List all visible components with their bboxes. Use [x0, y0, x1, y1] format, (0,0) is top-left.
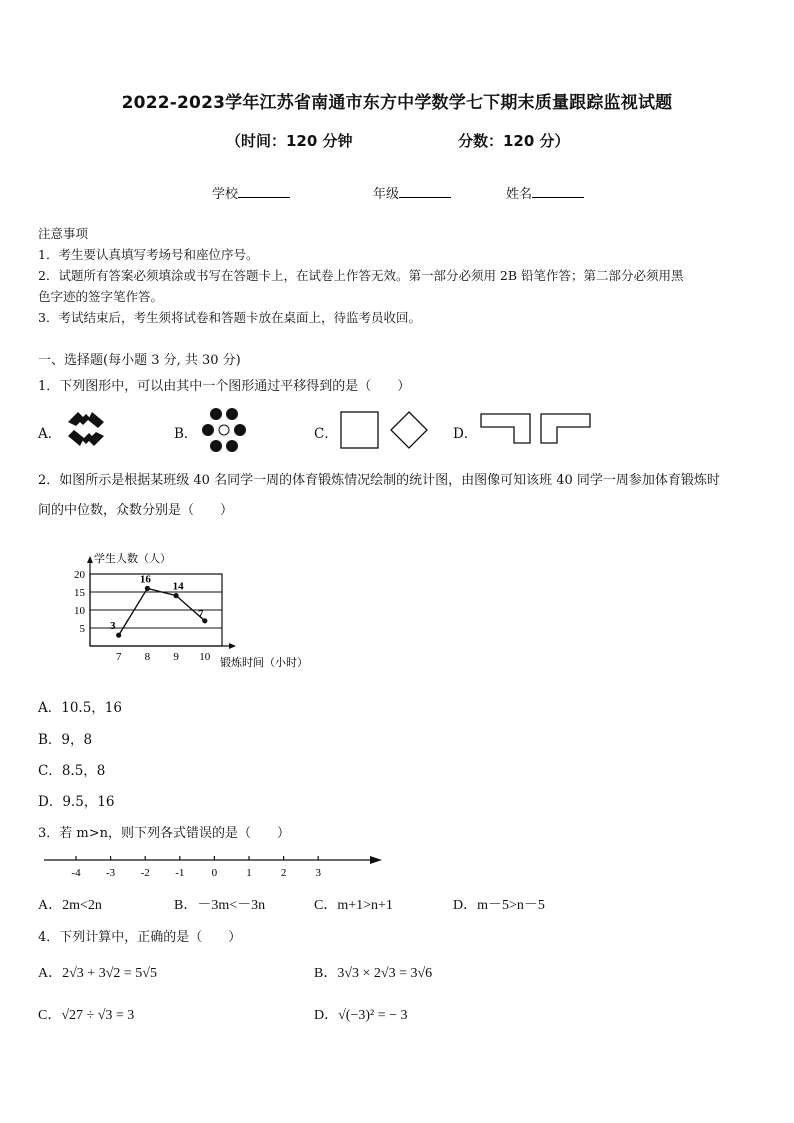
grade-blank[interactable]: [399, 185, 451, 198]
chart-x-tick-label: 9: [173, 651, 179, 663]
chart-x-ticks: [116, 651, 211, 663]
name-label: 姓名: [506, 187, 533, 202]
number-line-label: 2: [280, 867, 287, 879]
chart-point-label: 3: [109, 620, 116, 633]
q4-option-d[interactable]: D．√(−3)² = − 3: [314, 1008, 408, 1023]
exercise-line-chart: [62, 548, 332, 674]
pinwheel-figure-icon: [64, 408, 108, 450]
exam-title: 2022-2023学年江苏省南通市东方中学数学七下期末质量跟踪监视试题: [121, 93, 673, 113]
number-line-label: 0: [211, 867, 218, 879]
chart-point-label: 14: [172, 580, 184, 593]
hexagon-dots-figure-icon: [200, 407, 248, 453]
q1-option-d-label[interactable]: D．: [453, 426, 478, 442]
q4-option-b[interactable]: B．3√3 × 2√3 = 3√6: [314, 966, 433, 981]
question-4-stem: 4．下列计算中，正确的是（ ）: [38, 930, 242, 945]
q1-option-c-label[interactable]: C．: [314, 426, 338, 442]
chart-y-arrow-icon: [87, 556, 93, 563]
number-line-label: -3: [106, 867, 116, 879]
q1-option-b-label[interactable]: B．: [174, 426, 198, 442]
chart-point-label: 7: [198, 607, 204, 620]
school-blank[interactable]: [238, 185, 290, 198]
q2-option-d[interactable]: D．9.5，16: [38, 794, 115, 810]
grade-field: [373, 183, 451, 202]
number-line: [40, 850, 390, 882]
chart-grid: [87, 556, 236, 649]
chart-x-axis-label: 锻炼时间（小时）: [220, 657, 308, 669]
arrow-right-icon: [370, 856, 382, 864]
l-shapes-figure-icon: [478, 410, 594, 446]
q3-option-c[interactable]: C．m+1>n+1: [314, 898, 393, 913]
number-line-label: -4: [71, 867, 81, 879]
number-line-label: -2: [140, 867, 150, 879]
name-blank[interactable]: [532, 185, 584, 198]
chart-y-tick-label: 15: [74, 587, 85, 599]
grade-label: 年级: [373, 187, 400, 202]
question-3-stem: 3．若 m>n，则下列各式错误的是（ ）: [38, 826, 290, 841]
q3-option-b[interactable]: B．－3m<－3n: [174, 898, 266, 913]
note-item: 1．考生要认真填写考场号和座位序号。: [38, 247, 259, 262]
chart-y-tick-label: 10: [74, 605, 85, 617]
note-item: 3．考试结束后，考生须将试卷和答题卡放在桌面上，待监考员收回。: [38, 310, 421, 325]
chart-x-tick-label: 8: [144, 651, 151, 663]
question-2-stem-line2: 间的中位数，众数分别是（ ）: [38, 503, 234, 518]
chart-y-tick-label: 20: [74, 569, 85, 581]
q3-option-a[interactable]: A．2m<2n: [38, 898, 102, 913]
chart-point-label: 16: [139, 573, 151, 586]
q1-option-a-label[interactable]: A．: [38, 426, 62, 442]
q2-option-c[interactable]: C．8.5，8: [38, 763, 106, 779]
q3-option-d[interactable]: D．m－5>n－5: [453, 898, 545, 913]
school-label: 学校: [212, 187, 239, 202]
chart-x-tick-label: 10: [199, 651, 211, 663]
chart-y-tick-label: 5: [79, 623, 85, 635]
number-line-label: 3: [315, 867, 321, 879]
chart-x-arrow-icon: [229, 643, 236, 649]
q4-option-c[interactable]: C．√27 ÷ √3 = 3: [38, 1008, 135, 1023]
school-field: [212, 183, 290, 202]
number-line-label: -1: [175, 867, 185, 879]
chart-y-ticks: [74, 569, 86, 635]
note-item: 色字迹的签字笔作答。: [38, 289, 164, 304]
exam-score: 分数：120 分）: [458, 132, 570, 150]
chart-point: [116, 633, 121, 638]
chart-title: 学生人数（人）: [94, 553, 171, 565]
chart-point: [173, 593, 178, 598]
exam-time: （时间：120 分钟: [226, 132, 353, 150]
number-line-label: 1: [246, 867, 252, 879]
question-2-stem-line1: 2．如图所示是根据某班级 40 名同学一周的体育锻炼情况绘制的统计图，由图像可知该班 40 同学一周参加体育锻炼时: [38, 473, 720, 488]
question-1-stem: 1．下列图形中，可以由其中一个图形通过平移得到的是（ ）: [38, 379, 411, 394]
chart-x-tick-label: 7: [115, 651, 122, 663]
q2-option-b[interactable]: B．9，8: [38, 732, 93, 748]
notes-heading: 注意事项: [38, 226, 89, 241]
note-item: 2．试题所有答案必须填涂或书写在答题卡上，在试卷上作答无效。第一部分必须用 2B 铅笔作答；第二部分必须用黑: [38, 268, 684, 283]
q2-option-a[interactable]: A．10.5，16: [38, 700, 122, 716]
chart-point: [145, 586, 150, 591]
section-heading: 一、选择题(每小题 3 分, 共 30 分): [38, 353, 241, 368]
q4-option-a[interactable]: A．2√3 + 3√2 = 5√5: [38, 966, 157, 981]
square-diamond-figure-icon: [338, 408, 432, 452]
name-field: [506, 183, 584, 202]
